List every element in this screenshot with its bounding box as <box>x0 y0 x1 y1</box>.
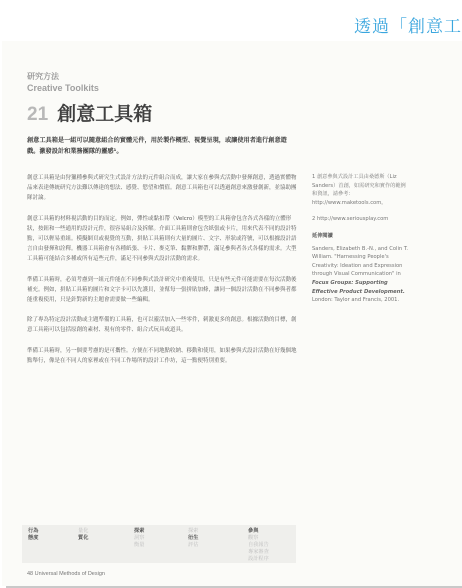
footer-item: 參與 <box>248 528 259 534</box>
footer-item: 洞察 <box>134 535 145 541</box>
footer-column-participate <box>248 528 269 563</box>
further-reading-reference <box>312 245 410 305</box>
body-paragraph: 除了專為特定設計活動或主題準備的工具箱，也可以靈活加入一些零件，刺激更多的創意。根據活動的目標，創意工具箱可以包括原創的素材、現有的零件、組合式玩具或道具。 <box>27 317 297 334</box>
footer-item: 探索 <box>188 528 199 534</box>
method-classification-bar <box>22 525 296 563</box>
body-paragraph: 準備工具箱時，必須考慮到一組元件能在不同參與式設計研究中重複使用，只是有些元件可能需要在每次活動後補充。例如，拼貼工具箱的圖片和文字卡可以先護貝，並幫每一張拼貼加條，讓同一個設計活動在不同參與者都能重複使用，只是針對新的主題會需要做一些編輯。 <box>27 276 297 304</box>
footer-item: 行為 <box>28 528 39 534</box>
reference-publisher: London: Taylor and Francis, 2001. <box>312 297 400 304</box>
section-label-english: Creative Toolkits <box>27 83 99 93</box>
chapter-heading <box>27 99 152 126</box>
body-paragraph: 創意工具箱的材料視活動的目的而定。例如，彈性或黏扣帶（Velcro）模型的工具箱會包含各式各樣的立體形狀，按鈕和一些通用的設計元件，很容易組合及拆解。介面工具箱則會包含紙張或卡片，用來代表不同的設計特點，可以輕易重組。模擬網頁或視覺的互動，拼貼工具箱則有大量的圖片、文字、形狀或符號，可以根據設計語言自由發揮和詮釋。機器工具箱會有各種紙張、卡片、麥克筆、黏膠和膠帶，滿足參與者各式各樣的需求。大型工具箱可能結合多種或所有這些元件，滿足不同參與式設計活動的需求。 <box>27 215 297 263</box>
section-label: 研究方法 <box>27 72 59 81</box>
book-page <box>2 41 462 586</box>
footer-item: 專家審查 <box>248 549 269 555</box>
footer-item: 質化 <box>78 535 89 541</box>
reference-title: Focus Groups: Supporting Effective Product Development. <box>312 279 405 295</box>
body-paragraph: 準備工具箱時，另一個要考慮的是可攜性。方便在不同地點收納、移動和使用，如果參與式設計活動在好幾個地點舉行，像是在不同人的家裡或在不同工作場所的設計工作坊，這一點便特別重要。 <box>27 347 297 364</box>
body-column <box>27 173 297 376</box>
page-folio: 48 Universal Methods of Design <box>27 571 105 577</box>
further-reading-heading: 延伸閱讀 <box>312 232 333 239</box>
footer-column-behavior <box>28 528 38 542</box>
lead-paragraph: 創意工具箱是一組可以隨意組合的實體元件，用於製作概型、視覺呈現，或讓使用者進行創意遊戲。激發設計和業務團隊的靈感¹。 <box>27 137 287 155</box>
footer-item: 量化 <box>78 528 89 534</box>
body-paragraph: 創意工具箱是由狩獵種參與式研究生式設計方法的元件組合而成，讓大家在參與式活動中發揮創意，透過實體物品來表達傳統研究方法難以傳達的想法、感覺、慾望和價值。創意工具箱也可以透過創意來激發創新，並協助團隊討論。 <box>27 175 297 202</box>
footnote-2: 2 http://www.seriousplay.com <box>312 216 389 223</box>
footer-item: 設計程序 <box>248 556 269 562</box>
chapter-number: 21 <box>27 104 49 125</box>
reference-text: Sanders, Elizabeth B.-N., and Colin T. William. "Harnessing People's Creativity: Ideation and Expression through Visual Communication" in <box>312 245 409 278</box>
banner-caption: 透過「創意工 <box>354 17 462 37</box>
chapter-title: 創意工具箱 <box>57 103 153 125</box>
top-banner <box>0 0 462 40</box>
footer-item: 評估 <box>188 542 199 548</box>
footer-item: 探索 <box>134 528 145 534</box>
footer-column-explore <box>134 528 144 549</box>
footer-item: 觀察 <box>248 535 259 541</box>
footer-item: 態度 <box>28 535 39 541</box>
footer-column-quant <box>78 528 88 542</box>
footnote-1: 1 創意參與式設計工具由桑德斯（Liz Sanders）首創，如需研究和實作的範例和資訊，請參考：http://www.maketools.com。 <box>312 174 406 206</box>
footer-column-generate <box>188 528 198 549</box>
footer-item: 衡量 <box>134 542 145 548</box>
sidebar-notes <box>312 173 410 313</box>
footer-item: 自我報告 <box>248 542 269 548</box>
footer-item: 衍生 <box>188 535 199 541</box>
